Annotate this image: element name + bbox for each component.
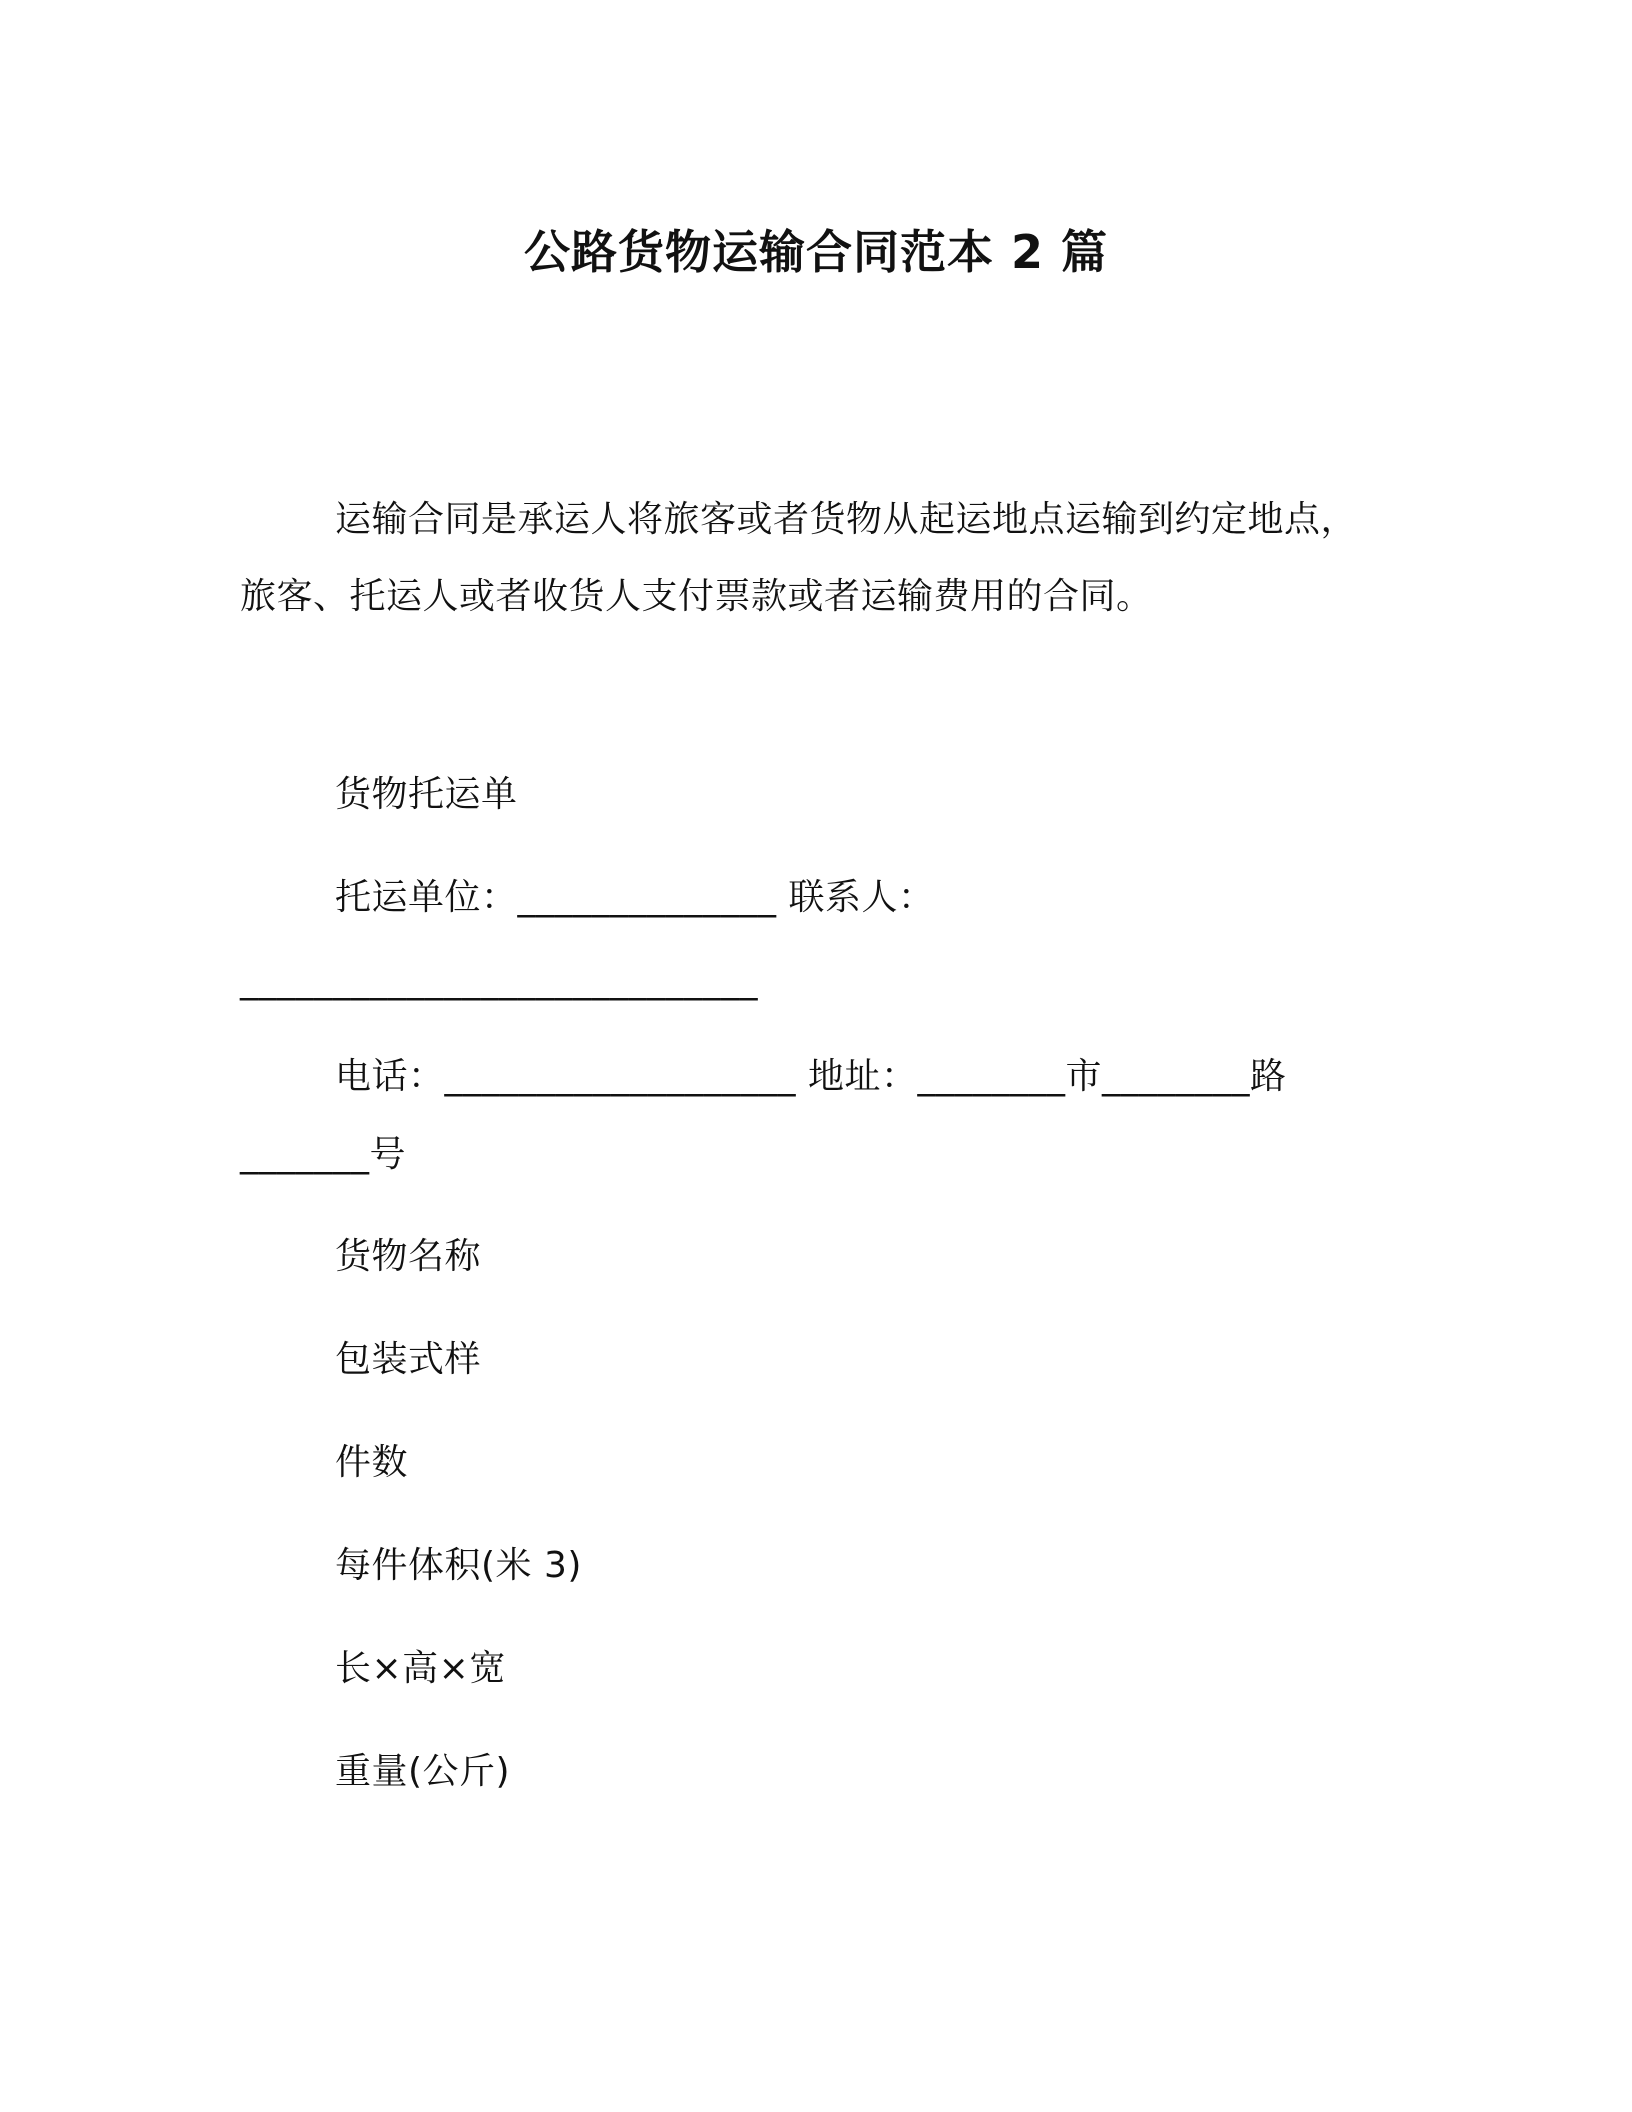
document-title: 公路货物运输合同范本 2 篇 xyxy=(523,225,1109,279)
field-count: 件数 xyxy=(335,1442,409,1483)
field-volume: 每件体积(米 3) xyxy=(335,1545,582,1586)
intro-paragraph-line-1: 运输合同是承运人将旅客或者货物从起运地点运输到约定地点， xyxy=(335,499,1358,540)
address-number-line: _______号 xyxy=(240,1134,407,1175)
field-goods-name: 货物名称 xyxy=(335,1236,482,1277)
shipper-field-line: 托运单位：______________ 联系人： xyxy=(335,877,935,918)
phone-address-line: 电话：___________________ 地址：________市________路 xyxy=(335,1056,1287,1097)
intro-paragraph-line-2: 旅客、托运人或者收货人支付票款或者运输费用的合同。 xyxy=(240,576,1153,617)
field-weight: 重量(公斤) xyxy=(335,1751,511,1792)
form-title: 货物托运单 xyxy=(335,774,518,815)
contact-blank-line: ____________________________ xyxy=(240,960,758,1001)
field-packaging: 包装式样 xyxy=(335,1339,482,1380)
field-dimensions: 长×高×宽 xyxy=(335,1648,506,1689)
